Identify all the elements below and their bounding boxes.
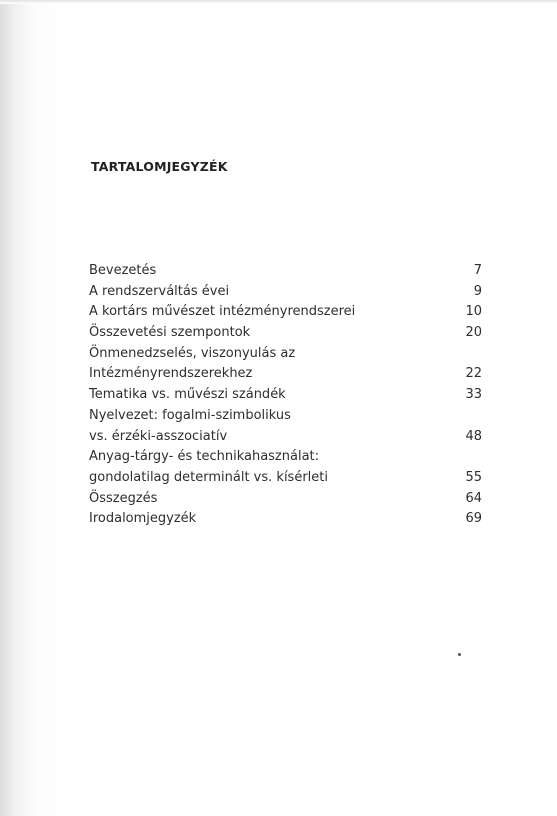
toc-entry bbox=[89, 364, 482, 385]
toc-entry-page: 20 bbox=[465, 325, 482, 341]
toc-entry bbox=[89, 282, 482, 303]
toc-entry bbox=[89, 323, 482, 344]
table-of-contents bbox=[89, 261, 482, 530]
toc-entry bbox=[89, 468, 482, 489]
toc-entry-page: 69 bbox=[465, 511, 482, 527]
toc-entry bbox=[89, 385, 482, 406]
toc-entry-title: Összevetési szempontok bbox=[89, 325, 251, 341]
toc-entry-page: 9 bbox=[473, 283, 482, 299]
toc-entry-title: Önmenedzselés, viszonyulás az bbox=[89, 345, 296, 361]
page-top-edge bbox=[0, 0, 557, 4]
toc-entry-title: gondolatilag determinált vs. kísérleti bbox=[89, 469, 328, 485]
toc-entry-title: A rendszerváltás évei bbox=[89, 283, 230, 299]
toc-entry-page: 10 bbox=[465, 304, 482, 320]
toc-entry-title: Anyag-tárgy- és technikahasználat: bbox=[89, 449, 320, 465]
toc-entry-page: 55 bbox=[465, 469, 482, 485]
toc-entry-title: Bevezetés bbox=[89, 263, 157, 278]
toc-entry-title: A kortárs művészet intézményrendszerei bbox=[89, 304, 356, 320]
ink-speck bbox=[458, 653, 461, 656]
toc-entry-title: Nyelvezet: fogalmi-szimbolikus bbox=[89, 407, 291, 423]
toc-entry bbox=[89, 509, 482, 530]
toc-entry-page: 48 bbox=[465, 428, 482, 444]
toc-entry bbox=[89, 447, 482, 468]
toc-entry bbox=[89, 261, 482, 282]
toc-entry-title: Tematika vs. művészi szándék bbox=[89, 387, 286, 403]
toc-entry-page: 64 bbox=[465, 490, 482, 506]
toc-entry bbox=[89, 344, 482, 365]
toc-entry-page: 7 bbox=[473, 263, 482, 278]
toc-entry-title: vs. érzéki-asszociatív bbox=[89, 428, 228, 444]
toc-entry-page: 33 bbox=[465, 387, 482, 403]
toc-entry bbox=[89, 406, 482, 427]
toc-entry bbox=[89, 489, 482, 510]
page-title: TARTALOMJEGYZÉK bbox=[91, 159, 228, 174]
toc-entry-page: 22 bbox=[465, 366, 482, 382]
toc-entry-title: Irodalomjegyzék bbox=[89, 511, 197, 527]
toc-entry bbox=[89, 427, 482, 448]
toc-entry-title: Összegzés bbox=[89, 490, 158, 506]
toc-entry-title: Intézményrendszerekhez bbox=[89, 366, 253, 382]
toc-entry bbox=[89, 302, 482, 323]
